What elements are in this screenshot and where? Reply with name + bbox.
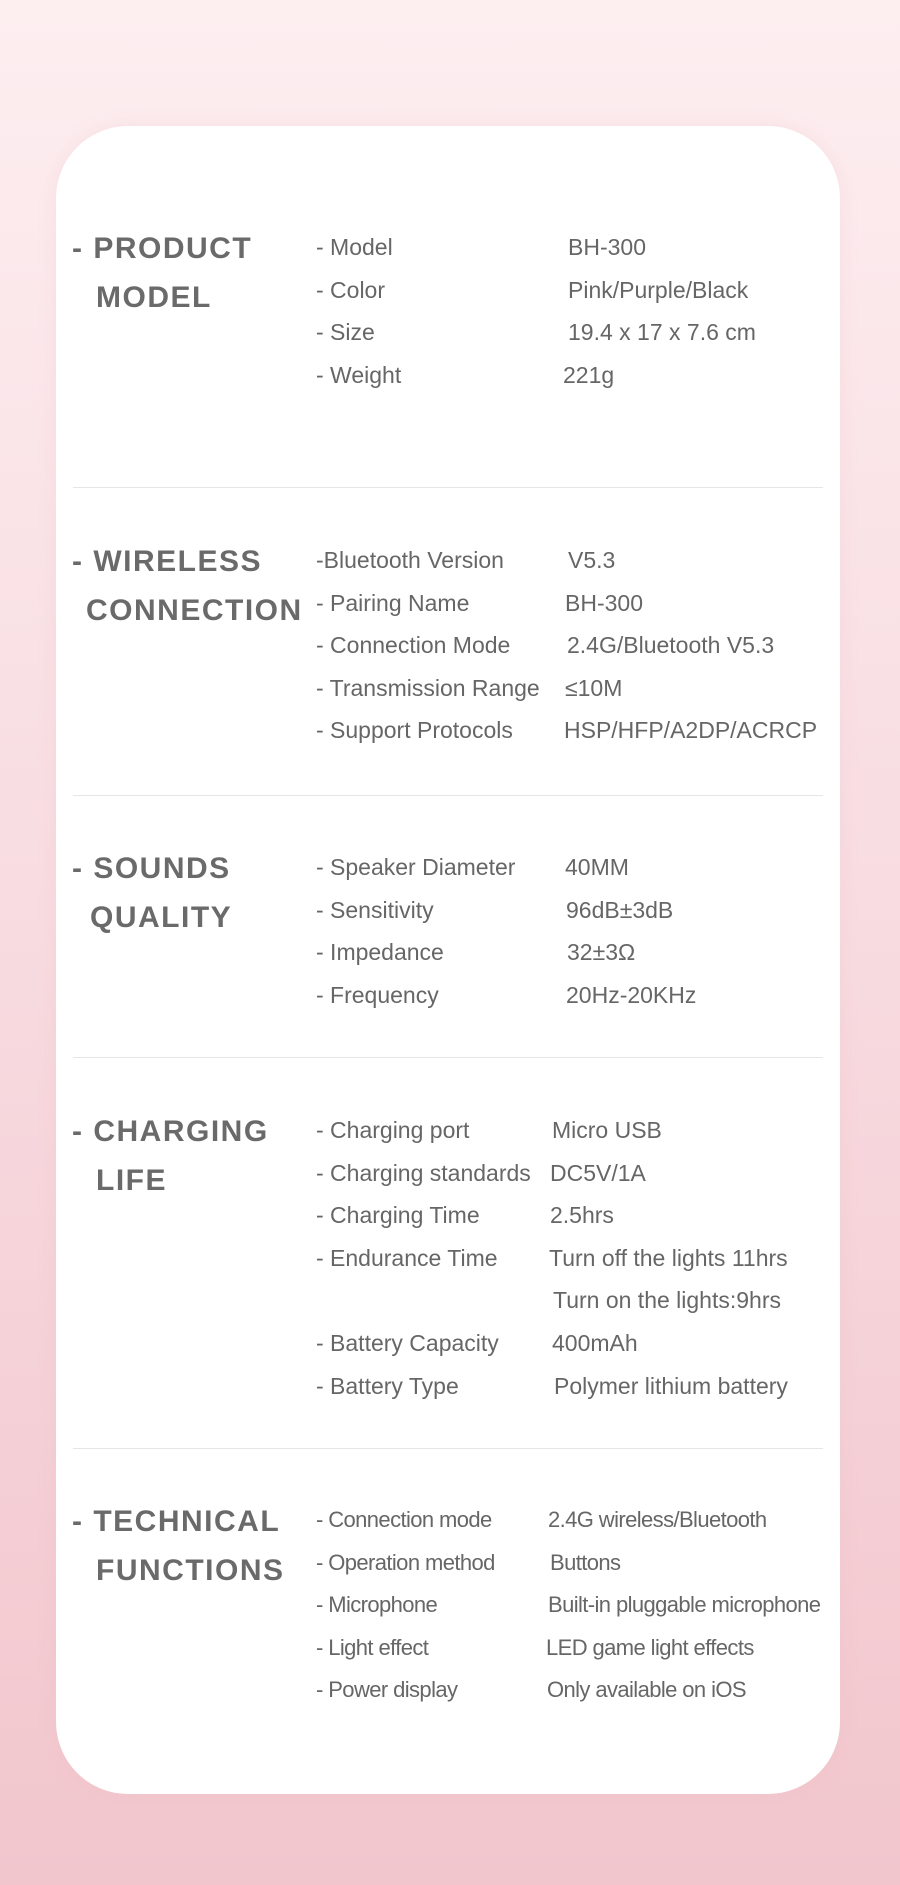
spec-key: - Impedance [316,939,444,966]
spec-list [316,846,836,1016]
spec-value: HSP/HFP/A2DP/ACRCP [564,717,818,744]
spec-key: - Speaker Diameter [316,854,516,880]
spec-key: -Bluetooth Version [316,547,504,573]
spec-row [316,1627,836,1670]
spec-row [316,226,836,269]
spec-value: 400mAh [552,1329,638,1356]
spec-key: - Operation method [316,1549,495,1575]
spec-key: - Charging port [316,1117,470,1143]
section-title-line: FUNCTIONS [96,1554,285,1587]
spec-value: 96dB±3dB [566,896,674,923]
section-title-line: MODEL [96,281,212,314]
spec-row [316,1365,836,1408]
spec-value: BH-300 [568,234,646,260]
spec-row [316,709,836,752]
spec-row [316,539,836,582]
spec-key: - Weight [316,361,402,388]
section-divider [73,487,823,488]
spec-row [316,354,836,397]
spec-value: Buttons [550,1549,621,1575]
spec-key: - Charging Time [316,1202,480,1229]
section-title [72,537,302,635]
spec-row [316,1279,836,1322]
spec-row [316,667,836,710]
spec-row [316,582,836,625]
spec-key: - Sensitivity [316,896,434,923]
spec-key: - Connection Mode [316,632,511,659]
spec-key: - Power display [316,1677,458,1703]
spec-key: - Transmission Range [316,674,540,701]
spec-card [56,126,840,1794]
spec-row [316,1584,836,1627]
spec-key: - Size [316,319,375,346]
spec-value: Only available on iOS [547,1677,746,1703]
section-title-line: - SOUNDS [72,852,231,885]
spec-value: 19.4 x 17 x 7.6 cm [568,319,756,346]
spec-value: V5.3 [568,547,616,573]
spec-value: Pink/Purple/Black [568,276,749,303]
spec-key: - Battery Type [316,1372,459,1399]
section-title-line: - WIRELESS [72,545,263,578]
section-divider [73,795,823,796]
spec-value: 2.5hrs [550,1202,614,1229]
section-title-line: CONNECTION [86,594,303,627]
spec-key: - Model [316,234,393,260]
spec-row [316,1669,836,1712]
section-title [72,844,302,942]
spec-row [316,1152,836,1195]
section-title-line: LIFE [96,1164,167,1197]
spec-row [316,269,836,312]
spec-key: - Pairing Name [316,589,470,616]
spec-key: - Battery Capacity [316,1329,499,1356]
spec-key: - Support Protocols [316,717,513,744]
section-title-line: - PRODUCT [72,232,253,265]
spec-row [316,1322,836,1365]
spec-key: - Charging standards [316,1159,531,1186]
spec-row [316,1542,836,1585]
spec-value: 40MM [565,854,629,880]
spec-value: 32±3Ω [567,939,636,966]
spec-value: 221g [563,361,615,388]
spec-key: - Color [316,276,386,303]
spec-key: - Microphone [316,1592,438,1618]
section-title-line: QUALITY [90,901,233,934]
spec-row [316,1109,836,1152]
spec-list [316,539,836,752]
section-title [72,224,302,322]
section-title-line: - TECHNICAL [72,1505,281,1538]
spec-row [316,846,836,889]
spec-value: Turn on the lights:9hrs [553,1287,781,1314]
spec-list [316,1109,836,1407]
spec-row [316,1499,836,1542]
spec-row [316,1194,836,1237]
spec-row [316,624,836,667]
spec-value: 20Hz-20KHz [566,981,697,1008]
spec-key: - Frequency [316,981,439,1008]
spec-row [316,974,836,1017]
spec-row [316,311,836,354]
spec-row [316,1237,836,1280]
spec-row [316,931,836,974]
spec-list [316,226,836,396]
section-divider [73,1448,823,1449]
section-title-line: - CHARGING [72,1115,269,1148]
spec-list [316,1499,836,1712]
spec-key: - Light effect [316,1634,429,1660]
spec-key: - Connection mode [316,1507,492,1532]
section-divider [73,1057,823,1058]
section-title [72,1107,302,1205]
spec-row [316,889,836,932]
spec-value: Turn off the lights 11hrs [549,1244,788,1271]
spec-value: Polymer lithium battery [554,1372,788,1399]
spec-value: LED game light effects [546,1634,754,1660]
spec-value: 2.4G wireless/Bluetooth [548,1507,767,1532]
spec-key: - Endurance Time [316,1244,498,1271]
spec-value: BH-300 [565,589,643,616]
spec-value: Built-in pluggable microphone [548,1592,821,1618]
spec-value: Micro USB [552,1117,662,1143]
spec-value: 2.4G/Bluetooth V5.3 [567,632,775,659]
section-title [72,1497,302,1595]
spec-value: DC5V/1A [550,1159,646,1186]
spec-value: ≤10M [565,674,623,701]
